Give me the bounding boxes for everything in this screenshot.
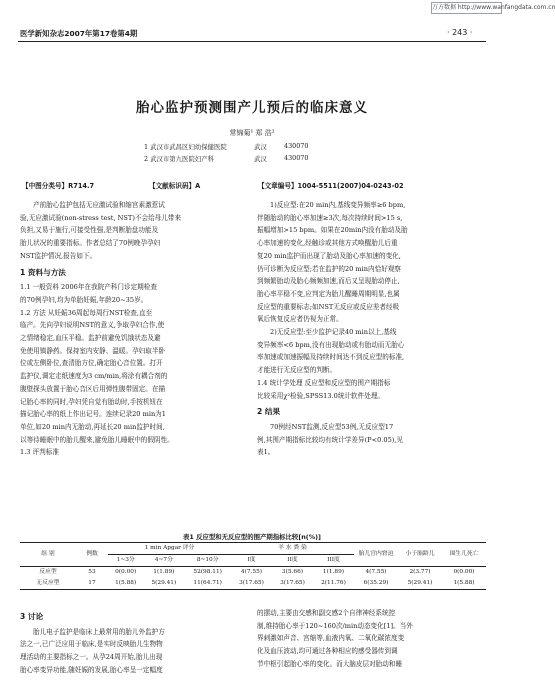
cell-amnio-3: 2(11.76) bbox=[321, 580, 346, 586]
cell-death: 0(0.00) bbox=[453, 569, 475, 575]
cell-sga: 2(3.77) bbox=[409, 569, 431, 575]
text-line: 单位,如20 min内无胎动,再延长20 min监护时间, bbox=[20, 422, 165, 431]
page-number: · 243 · bbox=[447, 28, 473, 37]
body-column-left bbox=[20, 199, 245, 459]
text-line: 以等待睡眠中的胎儿醒来,避免胎儿睡眠中的假阴性。 bbox=[20, 435, 174, 444]
affiliation-zip: 430070 bbox=[284, 142, 309, 150]
cell-n: 17 bbox=[88, 580, 96, 586]
text-line: 理活动的主要指标之一。从孕24周开始,胎儿出现 bbox=[20, 653, 163, 662]
cell-death: 1(5.88) bbox=[453, 580, 475, 586]
header-death: 围生儿死亡 bbox=[442, 543, 486, 567]
text-line: 例,其围产期指标比较均有统计学差异(P<0.05),见 bbox=[257, 435, 404, 444]
text-line: 胎心率平稳不变,应判定为胎儿醒睡周期明显,也属 bbox=[257, 289, 400, 298]
text-line: 节中枢引起胎心率的变化。而大脑皮层对胎动和睡 bbox=[257, 659, 403, 668]
cell-distress: 6(35.29) bbox=[363, 580, 389, 586]
header-distress: 胎儿宫内窘迫 bbox=[354, 543, 398, 567]
table-caption: 表1 反应型和无反应型的围产期指标比较[n(%)] bbox=[183, 533, 321, 541]
text-line: 制,维持胎心率于120~160次/min动态变化[1]。当外 bbox=[257, 621, 413, 630]
text-line: 记胎心率的同时,孕妇凭自觉有胎动时,手按机钮在 bbox=[20, 397, 163, 406]
subheader-apgar-8-10: 8~10分 bbox=[196, 557, 219, 563]
text-line: 胎儿电子监护是临床上最常用的胎儿外监护方 bbox=[33, 627, 165, 636]
discussion-column-left bbox=[20, 607, 245, 677]
text-line: 验,无应激试验(non-stress test, NST)不会给母儿带来 bbox=[20, 213, 182, 222]
cell-apgar-8-10: 52(98.11) bbox=[193, 569, 222, 575]
header-rule bbox=[18, 41, 486, 42]
text-line: 表1。 bbox=[257, 448, 275, 457]
cell-group: 反应型 bbox=[39, 569, 57, 575]
text-line: 负担,又易于施行,可接受性强,是判断胎盘功能及 bbox=[20, 226, 159, 235]
cell-apgar-1-3: 0(0.00) bbox=[115, 569, 137, 575]
section-heading: 2 结果 bbox=[257, 407, 281, 417]
header-n: 例数 bbox=[76, 543, 108, 567]
text-line: NST监护情况,报告如下。 bbox=[20, 251, 97, 260]
cell-apgar-1-3: 1(5.88) bbox=[115, 580, 137, 586]
subheader-amnio-3: III度 bbox=[327, 557, 340, 563]
journal-header: 医学新知杂志2007年第17卷第4期 bbox=[20, 29, 138, 38]
cell-amnio-1: 3(17.65) bbox=[239, 580, 264, 586]
subheader-amnio-2: II度 bbox=[287, 557, 298, 563]
text-line: 免使用镇静药。保持室内安静、温暖。孕妇取半卧 bbox=[20, 346, 166, 355]
subheader-amnio-1: I度 bbox=[247, 557, 256, 563]
cell-n: 53 bbox=[88, 569, 96, 575]
text-line: 之情绪稳定,血压平稳。监护前避免饥饿状态及避 bbox=[20, 334, 161, 343]
affiliation-text: 2 武汉市第九医院妇产科 bbox=[144, 155, 215, 163]
header-sga: 小于胎龄儿 bbox=[398, 543, 442, 567]
text-line: 复20 min监护而出现了胎动及胎心率加速的变化, bbox=[257, 251, 401, 260]
text-line: 监护仪,调定走纸速度为3 cm/min,将涂有耦合剂的 bbox=[20, 372, 168, 381]
clc-number: 【中图分类号】R714.7 bbox=[22, 182, 95, 190]
text-line: 位或左侧卧位,查清胎方位,确定胎心音位置。打开 bbox=[20, 359, 163, 368]
text-line: 1.1 一般资料 2006年在我院产科门诊定期检查 bbox=[20, 283, 157, 292]
cell-sga: 5(29.41) bbox=[407, 580, 433, 586]
table-row bbox=[20, 578, 486, 590]
watermark-stamp: 万方数据 http://www.wanfangdata.com.cn bbox=[431, 2, 502, 14]
text-line: 心率加速的变化,经触诊或其他方式唤醒胎儿后重 bbox=[257, 239, 398, 248]
cell-amnio-2: 3(5.66) bbox=[281, 569, 304, 575]
table-row bbox=[20, 567, 486, 579]
text-line: 反应型的重要标志;如NST无反应或反应差者经吸 bbox=[257, 302, 400, 311]
text-line: 1)反应型:在20 min内,基线变异频率≥6 bpm, bbox=[270, 201, 406, 209]
text-line: 1.2 方法 从妊娠36周起每周行NST检查,直至 bbox=[20, 308, 153, 317]
text-line: 变异频率<6 bpm,没有出现胎动或有胎动而无胎心 bbox=[257, 340, 405, 349]
results-table bbox=[20, 542, 486, 590]
article-title: 胎心监护预测围产儿预后的临床意义 bbox=[136, 100, 368, 116]
text-line: 描记胎心率的纸上作出记号。连续记录20 min为1 bbox=[20, 410, 166, 419]
text-line: 界刺激如声音、宫缩等,血液内氧、二氧化碳浓度变 bbox=[257, 634, 405, 643]
affiliation-city: 武汉 bbox=[254, 155, 267, 163]
affiliation-text: 1 武汉市武昌区妇幼保健医院 bbox=[144, 143, 227, 151]
cell-amnio-1: 4(7.55) bbox=[240, 569, 263, 575]
cell-group: 无反应型 bbox=[36, 580, 60, 586]
text-line: 振幅增加>15 bpm。如果在20min内没有胎动及胎 bbox=[257, 226, 408, 235]
body-column-right bbox=[257, 199, 487, 459]
text-line: 的70例孕妇,均为单胎妊娠,年龄20~35岁。 bbox=[20, 295, 148, 304]
text-line: 产前胎心监护包括无应激试验和缩宫素激惹试 bbox=[33, 201, 165, 209]
text-line: 比较采用χ²检验,SPSS13.0统计软件处理。 bbox=[257, 391, 385, 400]
text-line: 氧后恢复反应者仍视为正常。 bbox=[257, 315, 343, 324]
text-line: 70例经NST监测,反应型53例,无反应型17 bbox=[270, 422, 394, 431]
text-line: 2)无反应型:至少监护记录40 min以上,基线 bbox=[270, 328, 397, 337]
subheader-apgar-4-7: 4~7分 bbox=[154, 557, 173, 563]
header-amniotic: 羊 水 粪 染 bbox=[231, 543, 354, 555]
text-line: 临产。先向孕妇说明NST的意义,争取孕妇合作,使 bbox=[20, 321, 165, 330]
section-heading: 1 资料与方法 bbox=[20, 267, 66, 277]
document-code: 【文献标识码】A bbox=[149, 182, 201, 190]
cell-amnio-2: 3(17.65) bbox=[280, 580, 305, 586]
cell-apgar-4-7: 5(29.41) bbox=[151, 580, 177, 586]
text-line: 胎儿状况的重要指标。作者总结了70例晚孕孕妇 bbox=[20, 239, 161, 248]
text-line: 伴随胎动的胎心率加速≥3次,每次持续时间>15 s, bbox=[257, 213, 403, 222]
text-line: 的摆动,主要由交感和副交感2个自律神经系统控 bbox=[257, 609, 396, 617]
text-line: 法之一,已广泛应用于临床,是实时反映胎儿生物物 bbox=[20, 640, 163, 649]
cell-apgar-4-7: 1(1.89) bbox=[153, 569, 175, 575]
text-line: 1.3 评判标准 bbox=[20, 448, 59, 457]
section-heading: 3 讨论 bbox=[20, 612, 44, 621]
text-line: 腹壁探头放置于胎心音区后用弹性腹带固定。在描 bbox=[20, 384, 166, 393]
cell-distress: 4(7.55) bbox=[365, 569, 387, 575]
cell-apgar-8-10: 11(64.71) bbox=[193, 580, 222, 586]
header-group: 组 别 bbox=[20, 543, 76, 567]
text-line: 化及血压波动,均可通过各种相应的感受器传到调 bbox=[257, 647, 398, 656]
authors: 常锦菊¹ 郑 浩² bbox=[229, 129, 275, 137]
text-line: 才能进行无反应型的判断。 bbox=[257, 366, 337, 375]
cell-amnio-3: 1(1.89) bbox=[322, 569, 345, 575]
affiliation-1 bbox=[144, 142, 309, 151]
text-line: 率加速或加速振幅及持续时间达不到反应型的标准, bbox=[257, 353, 405, 362]
article-id: 【文章编号】1004-5511(2007)04-0243-02 bbox=[258, 182, 404, 190]
text-line: 到频繁胎动及胎心频频加速,而后又呈现胎动停止, bbox=[257, 277, 400, 286]
affiliation-zip: 430070 bbox=[284, 154, 309, 162]
text-line: 胎心率变异功能,随妊娠的发展,胎心率呈一定幅度 bbox=[20, 665, 163, 674]
text-line: 仍可诊断为反应型;若在监护的20 min内恰好观察 bbox=[257, 264, 402, 273]
affiliation-city: 武汉 bbox=[254, 143, 267, 151]
text-line: 1.4 统计学处理 反应型和反应型的围产期指标 bbox=[257, 378, 391, 387]
discussion-column-right bbox=[257, 607, 487, 671]
affiliation-2 bbox=[144, 154, 309, 163]
header-apgar: 1 min Apgar 评分 bbox=[108, 543, 231, 555]
subheader-apgar-1-3: 1~3分 bbox=[116, 557, 135, 563]
